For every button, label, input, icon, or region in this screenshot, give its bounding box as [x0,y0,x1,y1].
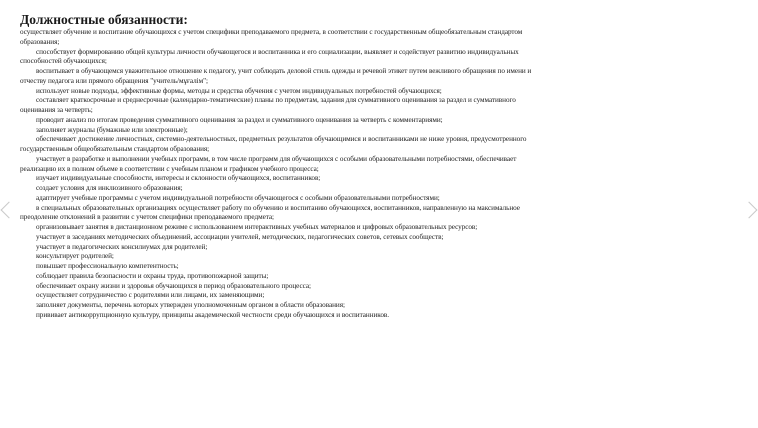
duty-line: образования; [20,37,60,46]
duty-line: прививает антикоррупционную культуру, принципы академической честности среди обучающихся и воспитанников. [36,310,390,319]
duty-line: составляет краткосрочные и среднесрочные (календарно-тематические) планы по предметам, задания для суммативного оценивания за раздел и суммативного [36,96,516,105]
previous-slide-button[interactable] [0,200,12,224]
duty-line: воспитывает в обучающемся уважительное отношение к педагогу, учит соблюдать деловой стиль одежды и речевой этикет путем вежливого обращения по имени и [36,67,532,75]
duty-line: заполняет документы, перечень которых утвержден уполномоченным органом в области образования; [36,301,345,309]
duty-line: создает условия для инклюзивного образования; [36,184,183,192]
next-slide-button[interactable] [746,200,758,224]
duty-line: осуществляет сотрудничество с родителями или лицами, их заменяющими; [36,291,265,300]
duty-line: консультирует родителей; [36,252,114,261]
duty-line: в специальных образовательных организациях осуществляет работу по обучению и воспитанию обучающихся, воспитанников, направленную на максимальное [36,203,520,212]
duty-line: участвует в педагогических консилиумах для родителей; [36,242,208,251]
duty-line: преодоление отклонений в развитии с учетом специфики преподаваемого предмета; [20,213,274,222]
document-page [20,12,738,321]
duty-line: оценивания за четверть; [20,106,93,114]
duty-line: использует новые подходы, эффективные формы, методы и средства обучения с учетом индивидуальных потребностей обучающихся; [36,86,442,95]
duty-line: заполняет журналы (бумажные или электронные); [36,125,188,134]
duty-line: изучает индивидуальные способности, интересы и склонности обучающихся, воспитанников; [36,174,321,183]
duty-line: участвует в разработке и выполнении учебных программ, в том числе программ для обучающихся с особыми образовательными потребностями, обеспечивает [36,154,517,163]
duty-line: государственным общеобязательным стандартом образования; [20,145,210,153]
duty-line: обеспечивает охрану жизни и здоровья обучающихся в период образовательного процесса; [36,281,311,290]
duty-line: обеспечивает достижение личностных, системно-деятельностных, предметных результатов обучающимися и воспитанниками не ниже уровня, предусмотренного [36,135,527,144]
duty-line: реализацию их в полном объеме в соответствии с учебным планом и графиком учебного процесса; [20,164,319,173]
section-heading: Должностные обязанности: [20,12,188,27]
duty-line: осуществляет обучение и воспитание обучающихся с учетом специфики преподаваемого предмета, в соответствии с государственным общеобязательным стандартом [20,28,523,36]
duty-line: проводит анализ по итогам проведения суммативного оценивания за раздел и суммативного оценивания за четверть с комментариями; [36,115,443,124]
chevron-right-icon [741,202,758,219]
duties-list [20,28,738,321]
duty-line: отчеству педагога или прямого обращения "учитель/мұғалім"; [20,76,208,85]
chevron-left-icon [1,202,18,219]
duty-line: адаптирует учебные программы с учетом индивидуальной потребности обучающегося с особыми образовательными потребностями; [36,193,440,202]
duty-line: участвует в заседаниях методических объединений, ассоциации учителей, методических, педагогических советов, сетевых сообществ; [36,232,444,241]
duty-line: организовывает занятия в дистанционном режиме с использованием интерактивных учебных материалов и цифровых образовательных ресурсов; [36,223,478,231]
duty-line: способствует формированию общей культуры личности обучающегося и воспитанника и его социализации, выявляет и содействует развитию индивидуальных [36,47,519,56]
duty-line: повышает профессиональную компетентность; [36,262,179,270]
duty-line: способностей обучающихся; [20,57,107,66]
duty-line: соблюдает правила безопасности и охраны труда, противопожарной защиты; [36,271,269,280]
